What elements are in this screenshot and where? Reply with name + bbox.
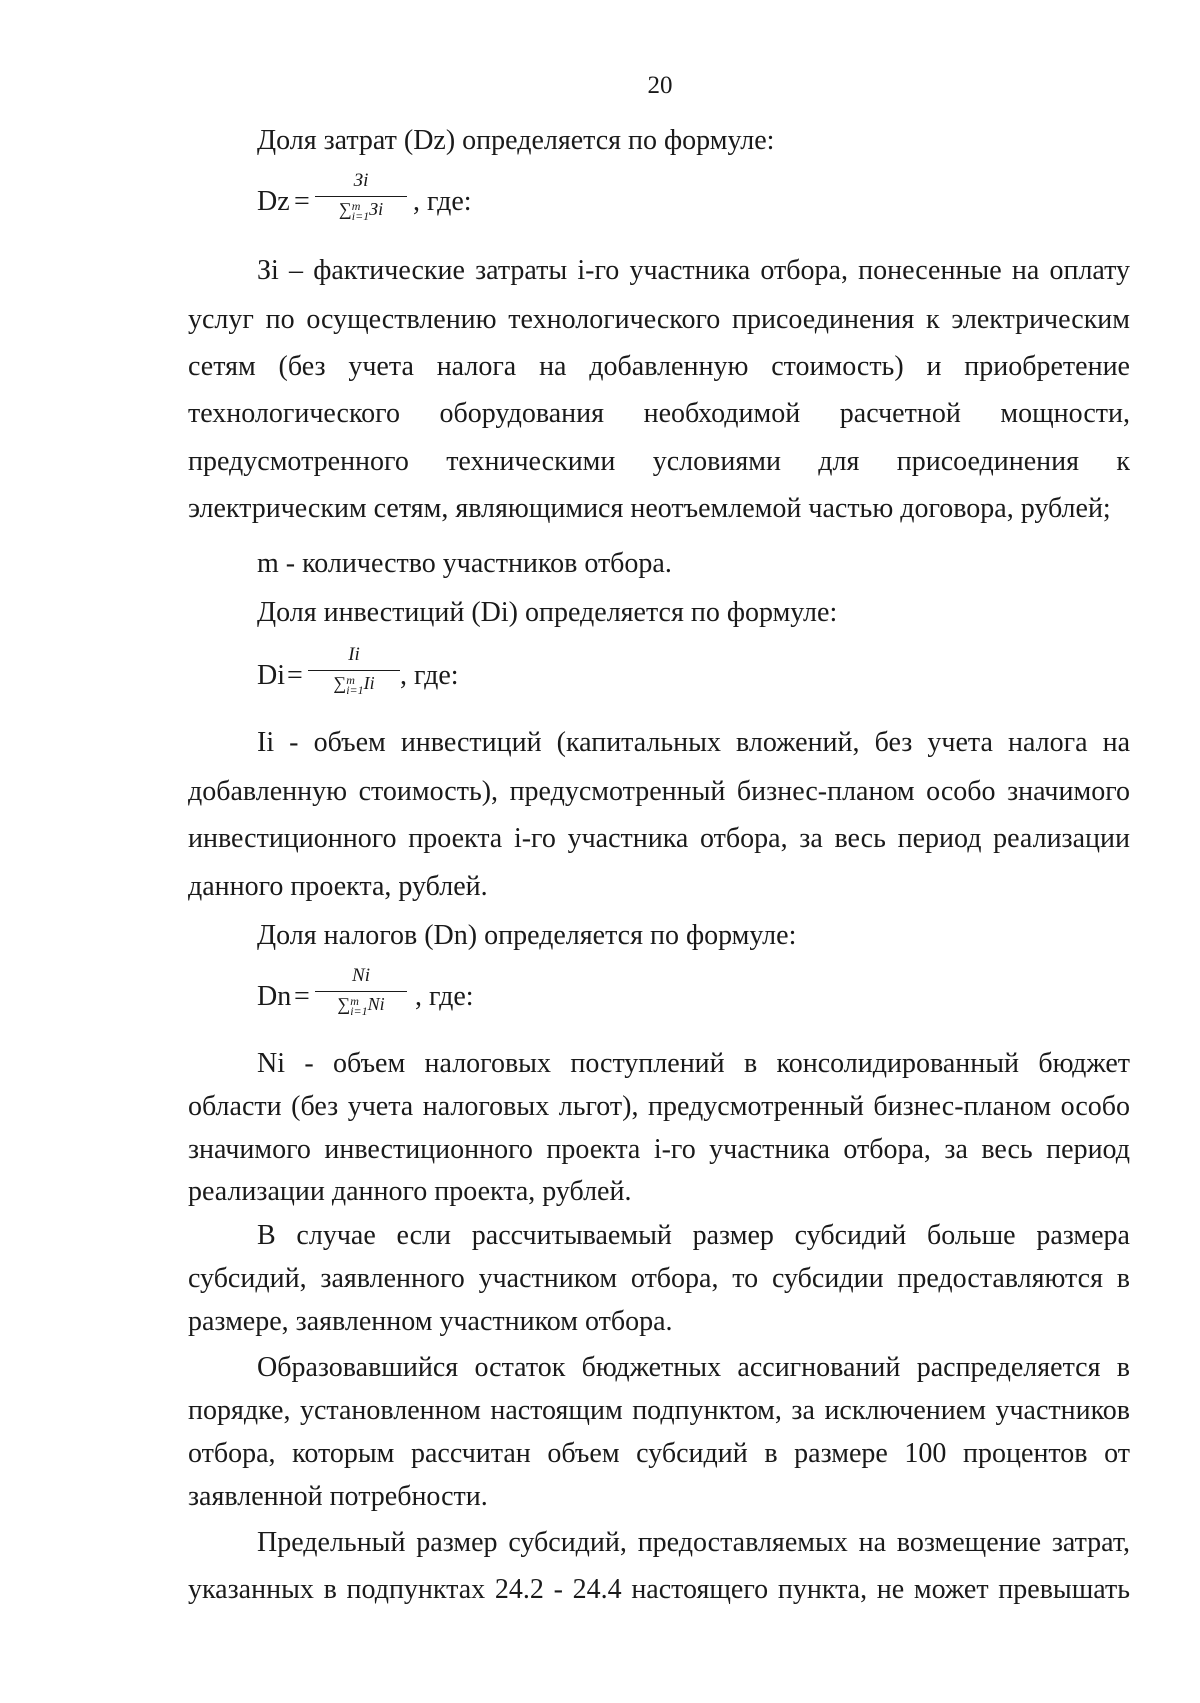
formula-lhs: Di	[257, 660, 285, 691]
dz-desc-line: предусмотренного техническими условиями для присоединения к	[188, 446, 1130, 477]
sum-limits	[346, 672, 364, 697]
sum-upper: m	[350, 993, 359, 1008]
formula-denominator	[313, 198, 409, 221]
dz-desc-line: сетям (без учета налога на добавленную стоимость) и приобретение	[188, 351, 1130, 382]
sum-lower: i=1	[346, 682, 364, 697]
sum-limits	[350, 993, 368, 1018]
dz-desc-line: услуг по осуществлению технологического присоединения к электрическим	[188, 304, 1130, 335]
formula-tail: , где:	[413, 186, 472, 217]
formula-equals: =	[287, 660, 303, 691]
di-desc-line: инвестиционного проекта i-го участника отбора, за весь период реализации	[188, 823, 1130, 854]
dz-intro: Доля затрат (Dz) определяется по формуле:	[257, 125, 775, 156]
dn-desc-line: Ni - объем налоговых поступлений в консолидированный бюджет	[257, 1048, 1130, 1079]
sum-sign: ∑	[337, 994, 351, 1014]
limit-paragraph-line: Предельный размер субсидий, предоставляемых на возмещение затрат,	[257, 1527, 1130, 1558]
sum-term: Ni	[367, 994, 385, 1014]
dn-desc-line: области (без учета налоговых льгот), предусмотренный бизнес-планом особо	[188, 1091, 1130, 1122]
formula-denominator	[313, 993, 409, 1016]
remainder-paragraph-line: порядке, установленном настоящим подпунктом, за исключением участников	[188, 1395, 1130, 1426]
formula-tail: , где:	[400, 660, 459, 691]
sum-term: Зi	[369, 199, 384, 219]
dz-desc-line: Зi – фактические затраты i-го участника отбора, понесенные на оплату	[257, 255, 1130, 286]
formula-numerator: Ii	[348, 644, 360, 665]
remainder-paragraph-line: Образовавшийся остаток бюджетных ассигнований распределяется в	[257, 1352, 1130, 1383]
formula-lhs: Dz	[257, 186, 290, 217]
formula-equals: =	[294, 186, 310, 217]
formula-lhs: Dn	[257, 981, 292, 1012]
di-desc-line: Ii - объем инвестиций (капитальных вложений, без учета налога на	[257, 727, 1130, 758]
m-definition: m - количество участников отбора.	[257, 548, 672, 579]
dn-desc-line: значимого инвестиционного проекта i-го участника отбора, за весь период	[188, 1134, 1130, 1165]
formula-equals: =	[294, 981, 310, 1012]
subsidy-paragraph-line: субсидий, заявленного участником отбора, то субсидии предоставляются в	[188, 1263, 1130, 1294]
formula-tail: , где:	[415, 981, 474, 1012]
fraction-bar	[315, 991, 407, 992]
dn-desc-line: реализации данного проекта, рублей.	[188, 1176, 632, 1207]
sum-lower: i=1	[350, 1003, 368, 1018]
sum-upper: m	[346, 672, 355, 687]
remainder-paragraph-line: отбора, которым рассчитан объем субсидий в размере 100 процентов от	[188, 1438, 1130, 1469]
subsidy-paragraph-line: размере, заявленном участником отбора.	[188, 1306, 673, 1337]
dn-intro: Доля налогов (Dn) определяется по формуле:	[257, 920, 797, 951]
sum-sign: ∑	[338, 199, 352, 219]
di-desc-line: данного проекта, рублей.	[188, 871, 488, 902]
sum-lower: i=1	[351, 208, 370, 223]
fraction-bar	[315, 196, 407, 197]
sum-limits	[351, 198, 370, 223]
fraction-bar	[308, 670, 400, 671]
di-desc-line: добавленную стоимость), предусмотренный бизнес-планом особо значимого	[188, 776, 1130, 807]
limit-paragraph-line: указанных в подпунктах 24.2 - 24.4 настоящего пункта, не может превышать	[188, 1574, 1130, 1605]
dz-desc-line: технологического оборудования необходимой расчетной мощности,	[188, 398, 1130, 429]
formula-denominator	[306, 672, 402, 695]
sum-term: Ii	[363, 673, 375, 693]
dz-desc-line: электрическим сетям, являющимися неотъемлемой частью договора, рублей;	[188, 493, 1111, 524]
page-number: 20	[647, 72, 673, 99]
sum-sign: ∑	[333, 673, 347, 693]
subsidy-paragraph-line: В случае если рассчитываемый размер субсидий больше размера	[257, 1220, 1130, 1251]
sum-upper: m	[351, 198, 361, 213]
formula-numerator: Ni	[352, 965, 370, 986]
di-intro: Доля инвестиций (Di) определяется по формуле:	[257, 597, 838, 628]
remainder-paragraph-line: заявленной потребности.	[188, 1481, 488, 1512]
formula-numerator: Зi	[353, 170, 369, 191]
